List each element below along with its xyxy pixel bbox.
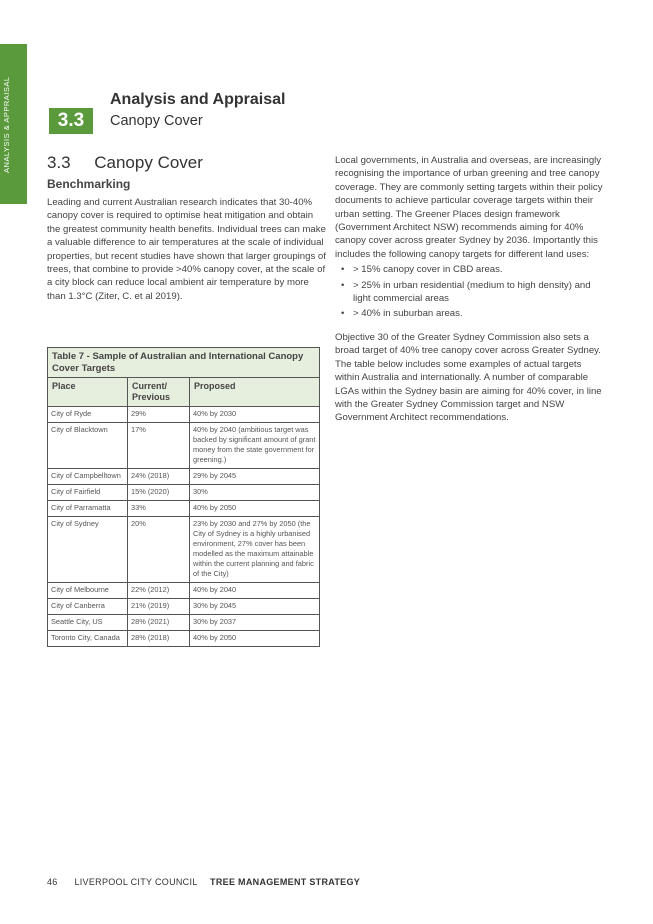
list-item: • > 25% in urban residential (medium to high density) and light commercial areas <box>341 279 591 305</box>
side-section-label: ANALYSIS & APPRAISAL <box>2 76 11 173</box>
footer-council: LIVERPOOL CITY COUNCIL <box>74 877 198 887</box>
cell-place: City of Blacktown <box>48 423 128 469</box>
cell-place: City of Campbelltown <box>48 469 128 485</box>
table-row <box>48 583 319 599</box>
list-item: • > 15% canopy cover in CBD areas. <box>341 264 503 276</box>
table-row <box>48 407 319 423</box>
page-subtitle: Canopy Cover <box>110 113 203 129</box>
cell-proposed: 30% <box>190 485 320 501</box>
intro-paragraph: Leading and current Australian research indicates that 30-40% canopy cover is required to optimise heat mitigation and obtain the greatest community health benefits. Individual trees can make a valuable difference to air temperatures at the scale of individual properties, but recent studies have shown that larger groupings of trees, that combine to provide >40% canopy cover, at the scale of a city block can reduce local ambient air temperature by more than 1.3°C (Ziter, C. et al 2019). <box>47 197 326 302</box>
canopy-target-list <box>335 263 607 321</box>
cell-current: 20% <box>128 517 190 583</box>
cell-current: 28% (2018) <box>128 631 190 647</box>
cell-proposed: 40% by 2050 <box>190 631 320 647</box>
table-row <box>48 501 319 517</box>
table-row <box>48 615 319 631</box>
table-row <box>48 631 319 647</box>
column-header-current: Current/ Previous <box>128 378 190 407</box>
cell-current: 28% (2021) <box>128 615 190 631</box>
table-caption: Table 7 - Sample of Australian and International Canopy Cover Targets <box>48 348 319 378</box>
right-paragraph-1: Local governments, in Australia and overseas, are increasingly recognising the importance of urban greening and tree canopy coverage. They are commonly setting targets within their policy documents to achieve particular coverage targets within their urban setting. The Greener Places design framework (Government Architect NSW) recommends aiming for 40% canopy cover across greater Sydney by 2036. Importantly this includes the following canopy targets for different land uses: <box>335 155 603 260</box>
right-column <box>335 154 607 425</box>
cell-place: City of Sydney <box>48 517 128 583</box>
bullet-icon: • <box>341 264 345 276</box>
bullet-icon: • <box>341 308 345 320</box>
cell-place: City of Fairfield <box>48 485 128 501</box>
column-header-place: Place <box>48 378 128 407</box>
cell-place: Toronto City, Canada <box>48 631 128 647</box>
cell-current: 21% (2019) <box>128 599 190 615</box>
cell-current: 24% (2018) <box>128 469 190 485</box>
cell-proposed: 40% by 2040 (ambitious target was backed by significant amount of grant money from the state government for greening.) <box>190 423 320 469</box>
bullet-icon: • <box>341 279 345 291</box>
page-title: Analysis and Appraisal <box>110 91 286 108</box>
table-row <box>48 485 319 501</box>
page-footer <box>47 877 360 887</box>
right-paragraph-2: Objective 30 of the Greater Sydney Commission also sets a broad target of 40% tree canopy cover across Greater Sydney. The table below includes some examples of actual targets within Australia and internationally. A number of comparable LGAs within the Sydney basin are aiming for 40% cover, in line with the Greater Sydney Commission target and NSW Government Architect recommendations. <box>335 331 602 424</box>
cell-place: City of Melbourne <box>48 583 128 599</box>
section-heading: 3.3 Canopy Cover <box>47 153 203 172</box>
cell-place: City of Parramatta <box>48 501 128 517</box>
cell-current: 15% (2020) <box>128 485 190 501</box>
column-header-proposed: Proposed <box>190 378 320 407</box>
cell-proposed: 40% by 2030 <box>190 407 320 423</box>
cell-current: 33% <box>128 501 190 517</box>
cell-proposed: 40% by 2040 <box>190 583 320 599</box>
table-row <box>48 423 319 469</box>
section-number-badge: 3.3 <box>49 108 93 134</box>
table-row <box>48 599 319 615</box>
list-item: • > 40% in suburban areas. <box>341 308 463 320</box>
subheading-benchmarking: Benchmarking <box>47 177 131 191</box>
cell-current: 29% <box>128 407 190 423</box>
cell-place: Seattle City, US <box>48 615 128 631</box>
cell-current: 17% <box>128 423 190 469</box>
cell-proposed: 29% by 2045 <box>190 469 320 485</box>
cell-place: City of Canberra <box>48 599 128 615</box>
table-row <box>48 469 319 485</box>
canopy-targets-table <box>47 347 320 647</box>
cell-proposed: 30% by 2045 <box>190 599 320 615</box>
footer-document-title: TREE MANAGEMENT STRATEGY <box>210 877 361 887</box>
cell-place: City of Ryde <box>48 407 128 423</box>
cell-current: 22% (2012) <box>128 583 190 599</box>
page-number: 46 <box>47 877 58 887</box>
table-row <box>48 517 319 583</box>
cell-proposed: 30% by 2037 <box>190 615 320 631</box>
cell-proposed: 40% by 2050 <box>190 501 320 517</box>
cell-proposed: 23% by 2030 and 27% by 2050 (the City of Sydney is a highly urbanised environment, 27% cover has been modelled as the maximum attainable within the current planning and fabric of the City) <box>190 517 320 583</box>
table-header-row <box>48 378 319 407</box>
